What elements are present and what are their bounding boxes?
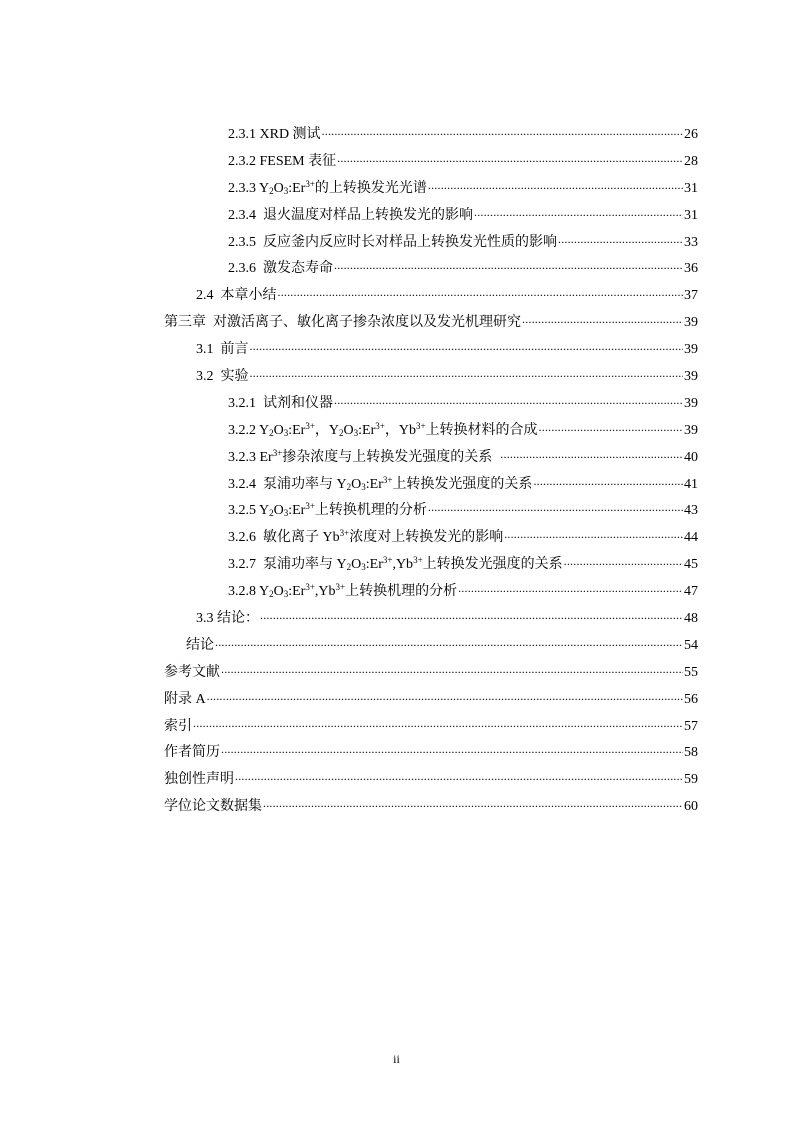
toc-entry[interactable] <box>164 763 698 790</box>
toc-dot-leader <box>260 602 683 622</box>
toc-dot-leader <box>564 548 683 568</box>
toc-entry-title: 学位论文数据集 <box>164 799 262 815</box>
toc-entry-title: 2.3.3 $Y_2O_3:Er^{3+}$的上转换发光光谱 <box>228 178 427 196</box>
toc-entry-page-number: 55 <box>684 664 698 680</box>
toc-entry-page-number: 39 <box>684 395 698 411</box>
toc-entry-title: 3.2.5 $Y_2O_3:Er^{3+}$上转换机理的分析 <box>228 501 427 519</box>
toc-entry-title: 3.2.7 泵浦功率与 $Y_2O_3:Er^{3+},Yb^{3+}$上转换发光强度的关系 <box>228 555 563 573</box>
toc-dot-leader <box>558 226 683 246</box>
toc-entry[interactable] <box>164 118 698 145</box>
toc-entry-title: 索引 <box>164 718 192 734</box>
toc-entry-page-number: 57 <box>684 718 698 734</box>
toc-entry-page-number: 48 <box>684 611 698 627</box>
toc-entry-page-number: 39 <box>684 342 698 358</box>
toc-entry-page-number: 43 <box>684 503 698 519</box>
toc-entry-title: 3.1 前言 <box>196 342 249 358</box>
toc-entry[interactable] <box>164 602 698 629</box>
toc-entry[interactable] <box>164 790 698 817</box>
toc-entry-page-number: 56 <box>684 691 698 707</box>
toc-entry[interactable] <box>164 548 698 575</box>
toc-entry[interactable] <box>164 333 698 360</box>
toc-dot-leader <box>250 333 684 353</box>
toc-entry-page-number: 41 <box>684 476 698 492</box>
toc-entry-title: 独创性声明 <box>164 772 234 788</box>
toc-entry-page-number: 31 <box>684 207 698 223</box>
toc-entry-page-number: 31 <box>684 180 698 196</box>
toc-entry[interactable] <box>164 441 698 468</box>
toc-entry-title: 第三章 对激活离子、敏化离子掺杂浓度以及发光机理研究 <box>164 315 521 331</box>
toc-entry-title: 附录 A <box>164 691 206 707</box>
table-of-contents <box>164 118 698 817</box>
toc-entry-title: 3.2.2 $Y_2O_3:Er^{3+}$，$Y_2O_3:Er^{3+}$，$Yb^{3+}$上转换材料的合成 <box>228 420 538 438</box>
toc-entry-title: 3.2.6 敏化离子 $Yb^{3+}$浓度对上转换发光的影响 <box>228 528 504 546</box>
toc-entry-title: 2.3.5 反应釜内反应时长对样品上转换发光性质的影响 <box>228 234 557 250</box>
toc-dot-leader <box>263 790 683 810</box>
toc-entry-page-number: 58 <box>684 745 698 761</box>
toc-dot-leader <box>474 199 683 219</box>
toc-entry-page-number: 39 <box>684 369 698 385</box>
toc-entry-title: 3.2.8 $Y_2O_3:Er^{3+},Yb^{3+}$上转换机理的分析 <box>228 582 458 600</box>
toc-entry[interactable] <box>164 414 698 441</box>
toc-entry[interactable] <box>164 629 698 656</box>
toc-dot-leader <box>428 494 683 514</box>
toc-entry[interactable] <box>164 360 698 387</box>
toc-entry-title: 3.2.4 泵浦功率与 $Y_2O_3:Er^{3+}$上转换发光强度的关系 <box>228 474 533 492</box>
toc-entry[interactable] <box>164 683 698 710</box>
toc-entry[interactable] <box>164 494 698 521</box>
toc-entry-page-number: 37 <box>684 288 698 304</box>
toc-entry-title: 2.3.6 激发态寿命 <box>228 261 333 277</box>
toc-entry-page-number: 33 <box>684 234 698 250</box>
toc-entry-page-number: 26 <box>684 127 698 142</box>
toc-entry[interactable] <box>164 710 698 737</box>
toc-entry-page-number: 44 <box>684 530 698 546</box>
toc-dot-leader <box>522 306 683 326</box>
toc-entry-title: 2.3.1 XRD 测试 <box>228 127 321 142</box>
toc-entry-page-number: 47 <box>684 584 698 600</box>
toc-entry-title: 3.2.1 试剂和仪器 <box>228 395 333 411</box>
toc-entry-title: 3.2.3 $Er^{3+}$掺杂浓度与上转换发光强度的关系 <box>228 447 500 465</box>
toc-entry[interactable] <box>164 279 698 306</box>
toc-dot-leader <box>428 172 683 192</box>
toc-dot-leader <box>539 414 683 434</box>
toc-entry[interactable] <box>164 387 698 414</box>
toc-dot-leader <box>458 575 683 595</box>
toc-entry[interactable] <box>164 736 698 763</box>
toc-entry-page-number: 45 <box>684 557 698 573</box>
toc-dot-leader <box>500 441 683 461</box>
toc-dot-leader <box>221 656 683 676</box>
toc-entry-page-number: 40 <box>684 449 698 465</box>
toc-entry[interactable] <box>164 172 698 199</box>
toc-entry-page-number: 39 <box>684 315 698 331</box>
toc-entry[interactable] <box>164 226 698 253</box>
toc-entry-title: 参考文献 <box>164 664 220 680</box>
toc-entry[interactable] <box>164 306 698 333</box>
toc-entry-page-number: 28 <box>684 153 698 169</box>
toc-entry-title: 3.3 结论： <box>196 611 259 627</box>
toc-dot-leader <box>250 360 684 380</box>
toc-entry[interactable] <box>164 252 698 279</box>
toc-entry[interactable] <box>164 145 698 172</box>
toc-dot-leader <box>235 763 683 783</box>
toc-dot-leader <box>337 145 683 165</box>
toc-entry-page-number: 36 <box>684 261 698 277</box>
page-number: ii <box>393 1052 400 1066</box>
toc-entry-title: 2.4 本章小结 <box>196 288 277 304</box>
toc-dot-leader <box>322 118 683 138</box>
toc-dot-leader <box>278 279 684 299</box>
toc-dot-leader <box>215 629 683 649</box>
toc-entry-page-number: 59 <box>684 772 698 788</box>
toc-entry[interactable] <box>164 575 698 602</box>
toc-entry-page-number: 60 <box>684 799 698 815</box>
toc-dot-leader <box>334 252 683 272</box>
toc-dot-leader <box>504 521 683 541</box>
toc-entry-page-number: 54 <box>684 637 698 653</box>
toc-entry[interactable] <box>164 199 698 226</box>
toc-entry-title: 3.2 实验 <box>196 369 249 385</box>
toc-dot-leader <box>193 710 683 730</box>
toc-dot-leader <box>221 736 683 756</box>
toc-dot-leader <box>334 387 683 407</box>
toc-entry-title: 2.3.2 FESEM 表征 <box>228 153 337 169</box>
toc-entry-title: 2.3.4 退火温度对样品上转换发光的影响 <box>228 207 473 223</box>
toc-entry-page-number: 39 <box>684 422 698 438</box>
toc-dot-leader <box>533 468 683 488</box>
toc-entry[interactable] <box>164 468 698 495</box>
toc-entry[interactable] <box>164 656 698 683</box>
toc-dot-leader <box>207 683 683 703</box>
toc-entry-title: 结论 <box>186 637 214 653</box>
toc-entry-title: 作者简历 <box>164 745 220 761</box>
toc-entry[interactable] <box>164 521 698 548</box>
